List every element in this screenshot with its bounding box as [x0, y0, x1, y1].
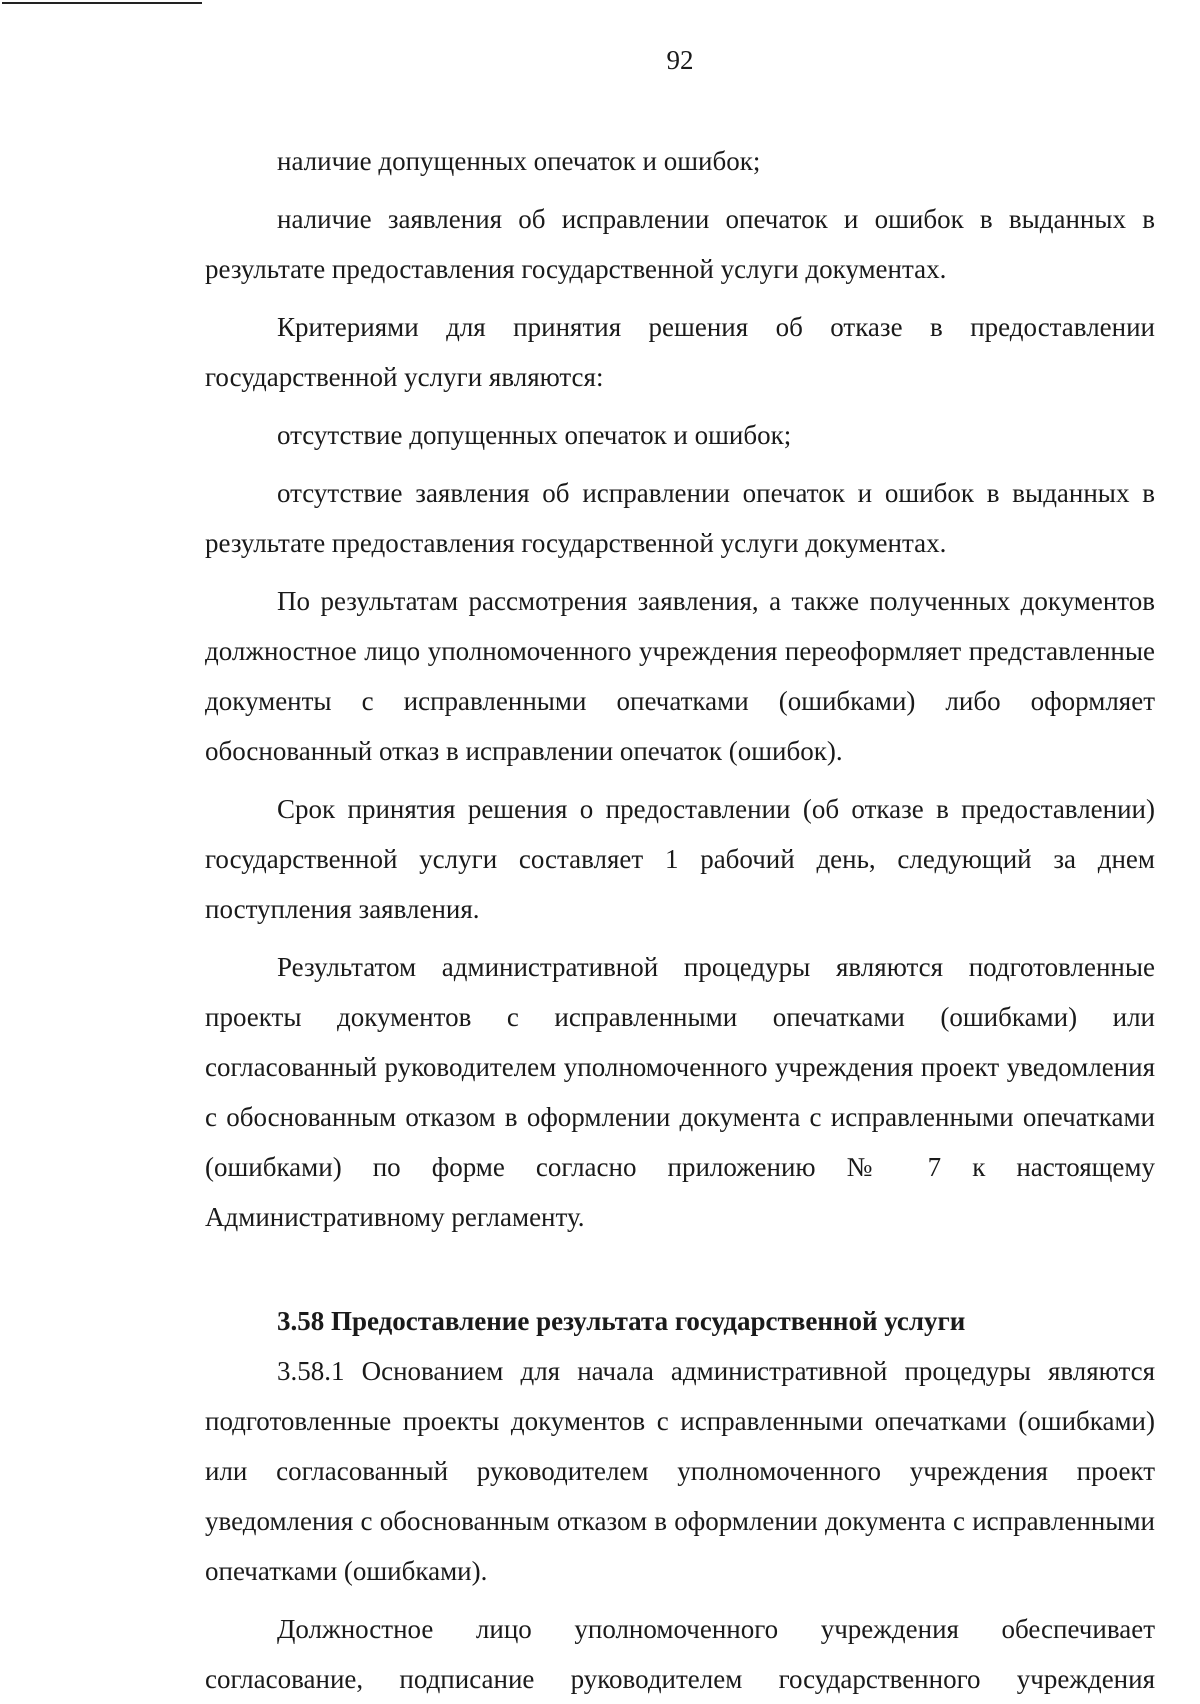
paragraph: наличие заявления об исправлении опечаток и ошибок в выданных в результате предоставления государственной услуги документах.: [205, 204, 1155, 284]
paragraph: Должностное лицо уполномоченного учреждения обеспечивает согласование, подписание руководителем государственного учреждения: [205, 1614, 1155, 1694]
paragraph: отсутствие допущенных опечаток и ошибок;: [277, 420, 792, 450]
paragraph: наличие допущенных опечаток и ошибок;: [277, 146, 761, 176]
paragraph: Критериями для принятия решения об отказе в предоставлении государственной услуги являются:: [205, 312, 1155, 392]
paragraph: По результатам рассмотрения заявления, а также полученных документов должностное лицо уполномоченного учреждения переоформляет представленные документы с исправленными опечатками (ошибками) либо оформляет обоснованный отказ в исправлении опечаток (ошибок).: [205, 586, 1155, 766]
page-number: 92: [666, 45, 694, 75]
paragraph: отсутствие заявления об исправлении опечаток и ошибок в выданных в результате предоставления государственной услуги документах.: [205, 478, 1155, 558]
paragraph: 3.58.1 Основанием для начала административной процедуры являются подготовленные проекты документов с исправленными опечатками (ошибками) или согласованный руководителем уполномоченного учреждения проект уведомления с обоснованным отказом в оформлении документа с исправленными опечатками (ошибками).: [205, 1356, 1155, 1586]
document-page: [205, 40, 1155, 1704]
paragraph: Срок принятия решения о предоставлении (об отказе в предоставлении) государственной услуги составляет 1 рабочий день, следующий за днем поступления заявления.: [205, 794, 1155, 924]
scan-edge-line: [2, 2, 202, 4]
section-heading: 3.58 Предоставление результата государственной услуги: [277, 1306, 966, 1336]
paragraph: Результатом административной процедуры являются подготовленные проекты документов с исправленными опечатками (ошибками) или согласованный руководителем уполномоченного учреждения проект уведомления с обоснованным отказом в оформлении документа с исправленными опечатками (ошибками) по форме согласно приложению № 7 к настоящему Административному регламенту.: [205, 952, 1155, 1232]
